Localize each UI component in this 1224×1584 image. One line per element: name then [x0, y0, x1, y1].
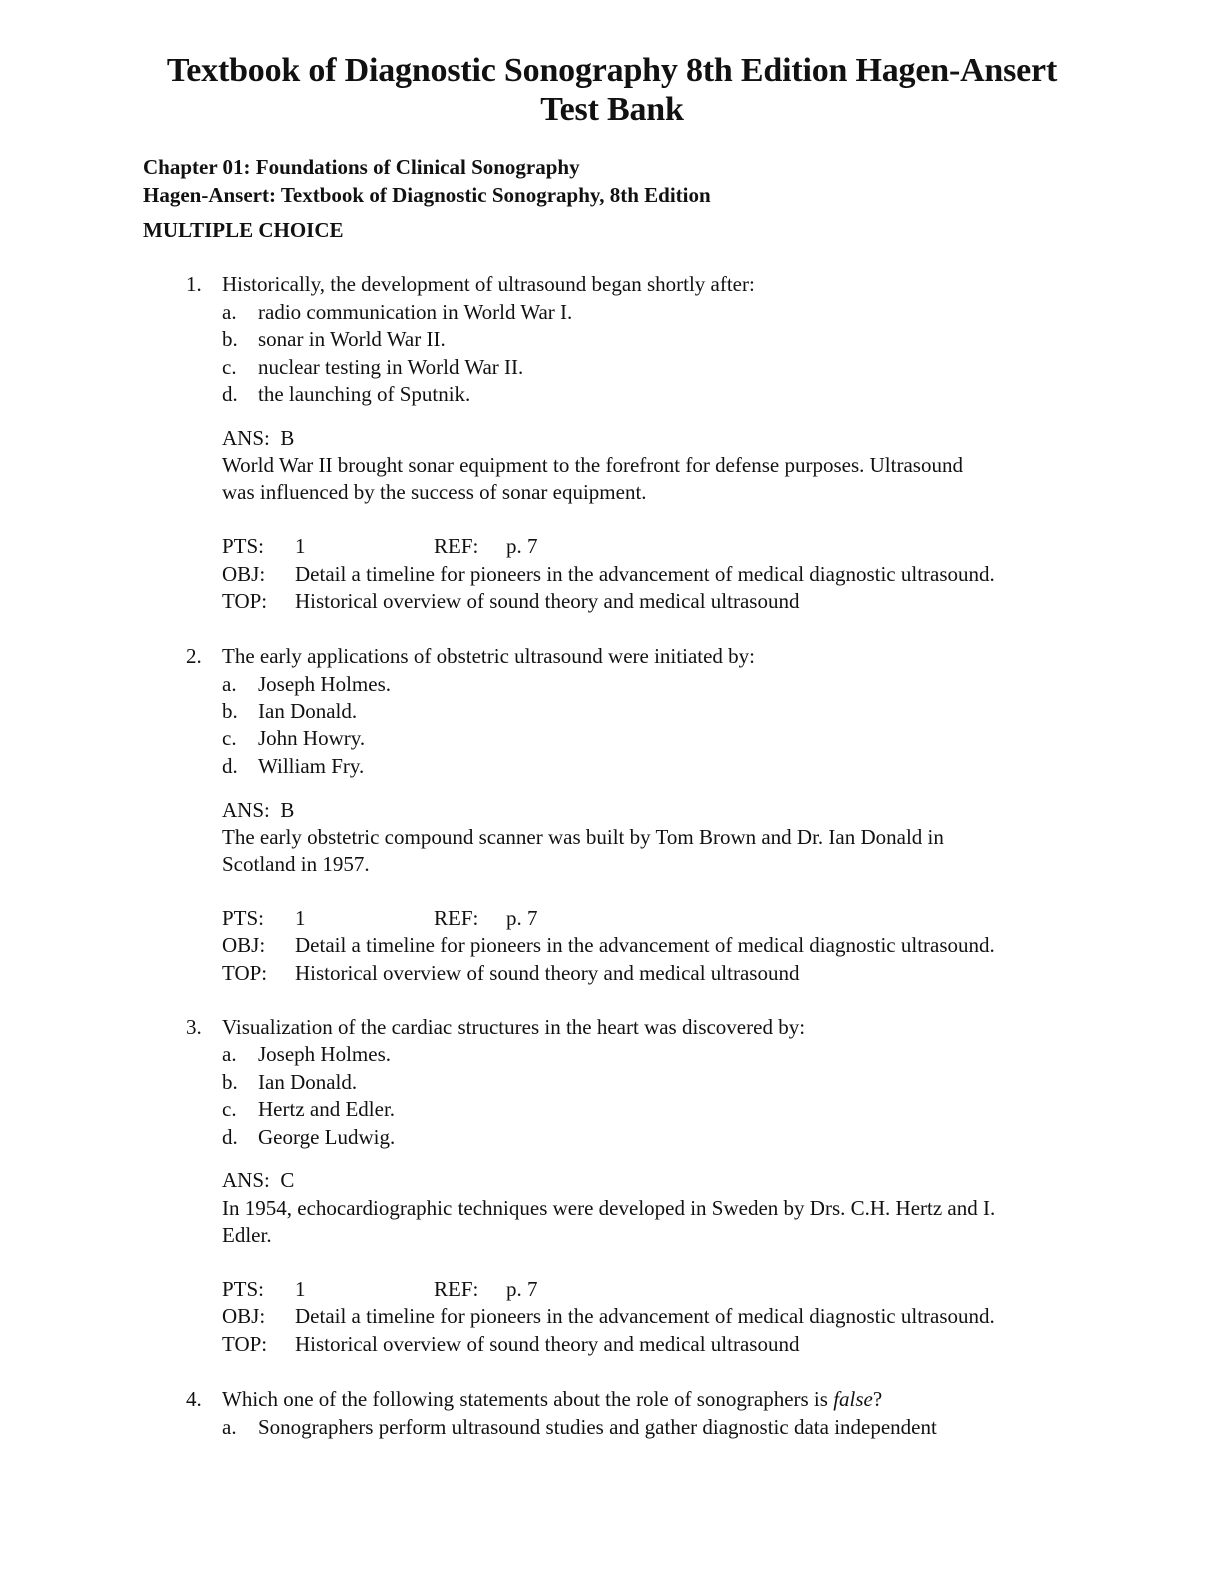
option-text: Joseph Holmes. [258, 672, 391, 696]
option-text: radio communication in World War I. [258, 300, 573, 324]
option-text: William Fry. [258, 754, 365, 778]
ref-value: p. 7 [506, 1277, 538, 1301]
obj-label: OBJ: [222, 562, 266, 586]
option-letter: c. [222, 355, 237, 379]
rationale-line: The early obstetric compound scanner was built by Tom Brown and Dr. Ian Donald in [222, 825, 944, 849]
top-value: Historical overview of sound theory and medical ultrasound [295, 1332, 800, 1356]
option-letter: b. [222, 327, 238, 351]
document-title: Textbook of Diagnostic Sonography 8th Edition Hagen-Ansert [166, 52, 1058, 89]
option-text: nuclear testing in World War II. [258, 355, 524, 379]
option-letter: d. [222, 754, 238, 778]
option-letter: a. [222, 672, 237, 696]
option-text: sonar in World War II. [258, 327, 446, 351]
option-text: Joseph Holmes. [258, 1042, 391, 1066]
document-subtitle: Test Bank [540, 91, 684, 128]
option-letter: b. [222, 699, 238, 723]
answer-value: B [280, 798, 295, 822]
ref-label: REF: [434, 1277, 479, 1301]
book-heading: Hagen-Ansert: Textbook of Diagnostic Sonography, 8th Edition [143, 183, 711, 207]
question-text-end: ? [872, 1387, 883, 1411]
option-letter: a. [222, 1042, 237, 1066]
answer-line [222, 1166, 294, 1194]
question-number: 2. [186, 644, 202, 668]
option-text: the launching of Sputnik. [258, 382, 471, 406]
answer-value: B [280, 426, 295, 450]
option-letter: b. [222, 1070, 238, 1094]
option-text: John Howry. [258, 726, 366, 750]
option-letter: d. [222, 1125, 238, 1149]
option-text: Hertz and Edler. [258, 1097, 396, 1121]
rationale-line: In 1954, echocardiographic techniques were developed in Sweden by Drs. C.H. Hertz and I. [222, 1196, 996, 1220]
obj-label: OBJ: [222, 1304, 266, 1328]
answer-label: ANS: [222, 426, 270, 450]
rationale-line: Edler. [222, 1223, 272, 1247]
question-number: 3. [186, 1015, 202, 1039]
option-letter: d. [222, 382, 238, 406]
obj-value: Detail a timeline for pioneers in the advancement of medical diagnostic ultrasound. [295, 933, 995, 957]
question-text [222, 1385, 882, 1413]
top-label: TOP: [222, 961, 268, 985]
pts-value: 1 [295, 906, 306, 930]
obj-label: OBJ: [222, 933, 266, 957]
question-number: 1. [186, 272, 202, 296]
pts-value: 1 [295, 534, 306, 558]
obj-value: Detail a timeline for pioneers in the advancement of medical diagnostic ultrasound. [295, 562, 995, 586]
ref-value: p. 7 [506, 534, 538, 558]
rationale-line: Scotland in 1957. [222, 852, 370, 876]
option-letter: a. [222, 1415, 237, 1439]
ref-value: p. 7 [506, 906, 538, 930]
pts-label: PTS: [222, 906, 265, 930]
option-text: Sonographers perform ultrasound studies and gather diagnostic data independent [258, 1415, 937, 1439]
top-value: Historical overview of sound theory and medical ultrasound [295, 589, 800, 613]
question-text: Visualization of the cardiac structures in the heart was discovered by: [222, 1015, 806, 1039]
question-number: 4. [186, 1387, 202, 1411]
ref-label: REF: [434, 534, 479, 558]
option-text: Ian Donald. [258, 699, 358, 723]
answer-line [222, 796, 294, 824]
option-letter: c. [222, 1097, 237, 1121]
pts-label: PTS: [222, 1277, 265, 1301]
answer-value: C [280, 1168, 295, 1192]
question-text-start: Which one of the following statements about the role of sonographers is [222, 1387, 834, 1411]
top-value: Historical overview of sound theory and medical ultrasound [295, 961, 800, 985]
top-label: TOP: [222, 589, 268, 613]
answer-line [222, 424, 294, 452]
question-text: The early applications of obstetric ultrasound were initiated by: [222, 644, 755, 668]
obj-value: Detail a timeline for pioneers in the advancement of medical diagnostic ultrasound. [295, 1304, 995, 1328]
ref-label: REF: [434, 906, 479, 930]
section-heading: MULTIPLE CHOICE [143, 218, 344, 242]
pts-value: 1 [295, 1277, 306, 1301]
chapter-heading: Chapter 01: Foundations of Clinical Sonography [143, 155, 580, 179]
question-text: Historically, the development of ultrasound began shortly after: [222, 272, 755, 296]
answer-label: ANS: [222, 1168, 270, 1192]
rationale-line: was influenced by the success of sonar equipment. [222, 480, 647, 504]
option-text: Ian Donald. [258, 1070, 358, 1094]
option-text: George Ludwig. [258, 1125, 396, 1149]
top-label: TOP: [222, 1332, 268, 1356]
pts-label: PTS: [222, 534, 265, 558]
answer-label: ANS: [222, 798, 270, 822]
question-text-emphasis: false [833, 1387, 873, 1411]
rationale-line: World War II brought sonar equipment to the forefront for defense purposes. Ultrasound [222, 453, 963, 477]
option-letter: c. [222, 726, 237, 750]
option-letter: a. [222, 300, 237, 324]
